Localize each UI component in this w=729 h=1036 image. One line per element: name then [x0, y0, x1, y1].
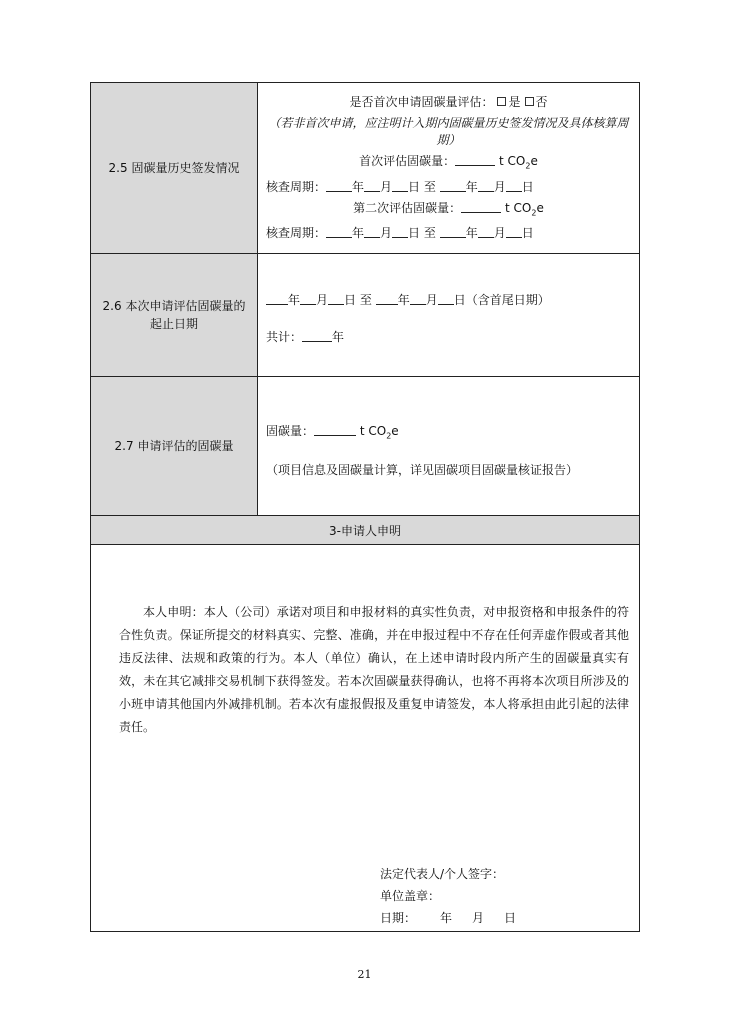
- second-amount-field[interactable]: [461, 200, 501, 213]
- requested-amount-line: [266, 421, 631, 446]
- first-amount-field[interactable]: [455, 153, 495, 166]
- period2-start-month-field[interactable]: [364, 225, 380, 238]
- signature-block: [380, 863, 516, 929]
- day-label: 日: [521, 225, 534, 240]
- declaration-row: [91, 545, 640, 932]
- row-2-7-label: [91, 377, 258, 516]
- period2-start-day-field[interactable]: [392, 225, 408, 238]
- declaration-cell: [91, 545, 640, 932]
- day-label: 日: [521, 179, 534, 194]
- month-label: 月: [425, 293, 438, 307]
- year-label: 年: [397, 293, 410, 307]
- month-label: 月: [493, 179, 506, 194]
- end-year-field[interactable]: [376, 292, 398, 305]
- month-label: 月: [380, 225, 393, 240]
- amount-label: 固碳量：: [266, 424, 315, 438]
- day-label: 日: [344, 293, 357, 307]
- period-end-month-field[interactable]: [478, 179, 494, 192]
- first-amount-line: [266, 151, 631, 176]
- first-question-text: 是否首次申请固碳量评估：: [349, 95, 494, 110]
- unit-prefix: t CO: [499, 154, 526, 169]
- year-label: 年: [352, 225, 365, 240]
- requested-amount-note: （项目信息及固碳量计算，详见固碳项目固碳量核证报告）: [266, 463, 579, 478]
- period-label: 核查周期：: [266, 225, 327, 240]
- start-month-field[interactable]: [300, 292, 316, 305]
- section-3-header-row: [91, 516, 640, 545]
- month-label: 月: [380, 179, 393, 194]
- period2-end-year-field[interactable]: [440, 225, 466, 238]
- second-amount-line: [266, 198, 631, 223]
- period-start-month-field[interactable]: [364, 179, 380, 192]
- period-start-year-field[interactable]: [326, 179, 352, 192]
- unit-prefix: t CO: [505, 200, 532, 215]
- row-date-range: [91, 254, 640, 377]
- row-2-6-label-text: 2.6 本次申请评估固碳量的起止日期: [102, 299, 246, 331]
- date-label: 日期：: [380, 911, 417, 925]
- declaration-text: 本人申明：本人（公司）承诺对项目和申报材料的真实性负责，对申报资格和申报条件的符合性负责。保证所提交的材料真实、完整、准确，并在申报过程中不存在任何弄虚作假或者其他违反法律、法规和政策的行为。本人（单位）确认，在上述申请时段内所产生的固碳量真实有效，未在其它减排交易机制下获得签发。若本次固碳量获得确认，也将不再将本次项目所涉及的小班申请其他国内外减排机制。若本次有虚报假报及重复申请签发，本人将承担由此引起的法律责任。: [119, 605, 629, 734]
- unit-sub: 2: [531, 207, 537, 217]
- month-label: 月: [316, 293, 329, 307]
- page-number: 21: [357, 968, 372, 981]
- second-period-line: [266, 223, 631, 244]
- no-label: 否: [535, 95, 548, 110]
- unit-prefix: t CO: [359, 424, 387, 438]
- no-checkbox[interactable]: [525, 97, 534, 106]
- row-2-6-label: [91, 254, 258, 377]
- unit-suffix: e: [391, 424, 399, 438]
- date-line: [380, 907, 516, 929]
- yes-checkbox[interactable]: [497, 97, 506, 106]
- history-note: （若非首次申请，应注明计入期内固碳量历史签发情况及具体核算周期）: [268, 116, 629, 148]
- total-years-line: [266, 327, 631, 348]
- total-unit: 年: [332, 330, 345, 344]
- first-amount-label: 首次评估固碳量：: [359, 154, 456, 169]
- row-2-5-label-text: 2.5 固碳量历史签发情况: [108, 161, 240, 175]
- to-label: 至: [423, 225, 436, 240]
- row-2-5-content: [258, 83, 640, 254]
- period-end-day-field[interactable]: [506, 179, 522, 192]
- month-label: 月: [493, 225, 506, 240]
- day-label: 日: [408, 225, 421, 240]
- start-day-field[interactable]: [328, 292, 344, 305]
- date-month-label: 月: [472, 911, 485, 925]
- year-label: 年: [288, 293, 301, 307]
- row-requested-amount: [91, 377, 640, 516]
- first-application-question: [266, 92, 631, 113]
- year-label: 年: [465, 225, 478, 240]
- period-start-day-field[interactable]: [392, 179, 408, 192]
- application-form-table: [90, 82, 640, 932]
- day-label: 日: [453, 293, 466, 307]
- year-label: 年: [352, 179, 365, 194]
- row-2-5-label: [91, 83, 258, 254]
- to-label: 至: [423, 179, 436, 194]
- unit-suffix: e: [530, 154, 538, 169]
- unit-sub: 2: [525, 161, 531, 171]
- total-label: 共计：: [266, 330, 303, 344]
- to-label: 至: [359, 293, 372, 307]
- seal-label: 单位盖章：: [380, 889, 441, 903]
- period-label: 核查周期：: [266, 179, 327, 194]
- yes-label: 是: [508, 95, 521, 110]
- date-range-line: [266, 290, 631, 311]
- end-day-field[interactable]: [438, 292, 454, 305]
- start-year-field[interactable]: [266, 292, 288, 305]
- total-years-field[interactable]: [302, 329, 332, 342]
- day-label: 日: [408, 179, 421, 194]
- requested-amount-field[interactable]: [314, 423, 356, 436]
- first-period-line: [266, 177, 631, 198]
- inclusive-note: （含首尾日期）: [465, 293, 550, 307]
- end-month-field[interactable]: [410, 292, 426, 305]
- period2-end-month-field[interactable]: [478, 225, 494, 238]
- unit-suffix: e: [536, 200, 544, 215]
- signature-label: 法定代表人/个人签字：: [380, 867, 505, 881]
- date-day-label: 日: [504, 911, 517, 925]
- unit-sub: 2: [386, 431, 392, 441]
- row-2-7-content: [258, 377, 640, 516]
- section-3-header: 3-申请人申明: [91, 516, 640, 545]
- period-end-year-field[interactable]: [440, 179, 466, 192]
- period2-start-year-field[interactable]: [326, 225, 352, 238]
- second-amount-label: 第二次评估固碳量：: [353, 200, 462, 215]
- row-2-6-content: [258, 254, 640, 377]
- row-history-issuance: [91, 83, 640, 254]
- period2-end-day-field[interactable]: [506, 225, 522, 238]
- date-year-label: 年: [440, 911, 453, 925]
- row-2-7-label-text: 2.7 申请评估的固碳量: [114, 439, 234, 453]
- year-label: 年: [465, 179, 478, 194]
